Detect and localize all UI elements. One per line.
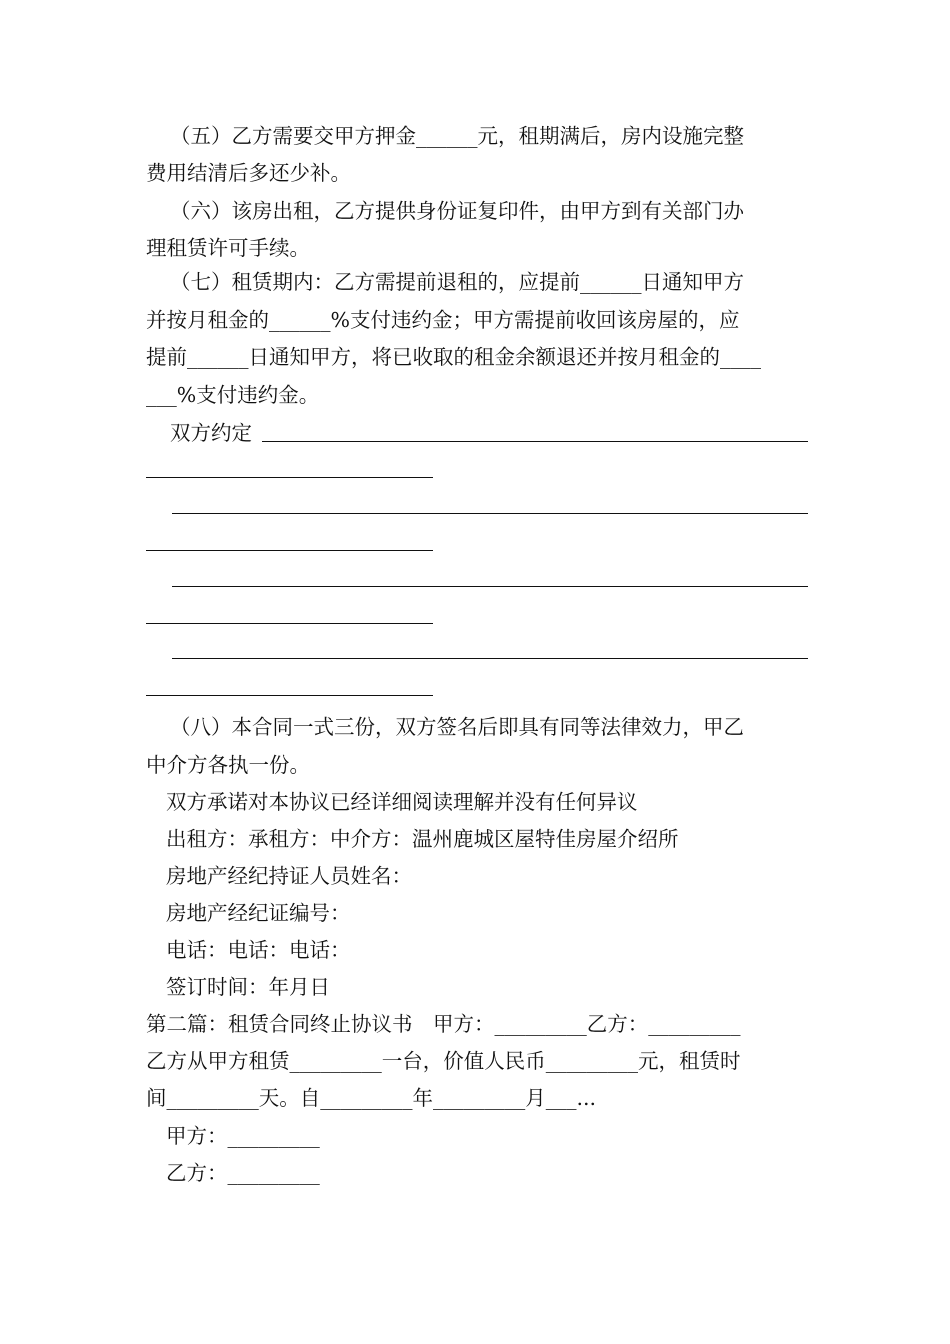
commitment-text: 双方承诺对本协议已经详细阅读理解并没有任何异议 xyxy=(166,790,638,814)
agreement-label: 双方约定 xyxy=(170,421,252,445)
clause-7-line-2: 并按月租金的______%支付违约金；甲方需提前收回该房屋的，应 xyxy=(146,308,740,332)
clause-6-line-1: （六）该房出租，乙方提供身份证复印件，由甲方到有关部门办 xyxy=(170,199,744,223)
blank-line xyxy=(172,658,808,659)
blank-line xyxy=(172,586,808,587)
clause-7-line-1: （七）租赁期内：乙方需提前退租的，应提前______日通知甲方 xyxy=(170,270,744,294)
blank-line xyxy=(172,513,808,514)
blank-line xyxy=(262,441,808,442)
clause-7-line-4: ___%支付违约金。 xyxy=(146,383,320,407)
section-2-title-line: 第二篇：租赁合同终止协议书 甲方：_________乙方：_________ xyxy=(146,1012,741,1036)
party-b-signature-line: 乙方：_________ xyxy=(166,1161,320,1185)
blank-line xyxy=(146,550,433,551)
clause-6-line-2: 理租赁许可手续。 xyxy=(146,236,310,260)
party-a-signature-line: 甲方：_________ xyxy=(166,1124,320,1148)
agent-cert-line: 房地产经纪证编号： xyxy=(166,901,351,925)
phone-line: 电话：电话：电话： xyxy=(166,938,351,962)
signing-date-line: 签订时间：年月日 xyxy=(166,975,330,999)
blank-line xyxy=(146,623,433,624)
clause-8-line-2: 中介方各执一份。 xyxy=(146,753,310,777)
section-2-line-3: 间_________天。自_________年_________月___... xyxy=(146,1086,597,1110)
clause-5-line-1: （五）乙方需要交甲方押金______元，租期满后，房内设施完整 xyxy=(170,124,744,148)
clause-5-line-2: 费用结清后多还少补。 xyxy=(146,161,351,185)
parties-line: 出租方：承租方：中介方：温州鹿城区屋特佳房屋介绍所 xyxy=(166,827,679,851)
agent-name-line: 房地产经纪持证人员姓名： xyxy=(166,864,412,888)
section-2-line-2: 乙方从甲方租赁_________一台，价值人民币_________元，租赁时 xyxy=(146,1049,741,1073)
clause-7-line-3: 提前______日通知甲方，将已收取的租金余额退还并按月租金的____ xyxy=(146,345,761,369)
blank-line xyxy=(146,477,433,478)
blank-line xyxy=(146,695,433,696)
clause-8-line-1: （八）本合同一式三份，双方签名后即具有同等法律效力，甲乙 xyxy=(170,715,744,739)
